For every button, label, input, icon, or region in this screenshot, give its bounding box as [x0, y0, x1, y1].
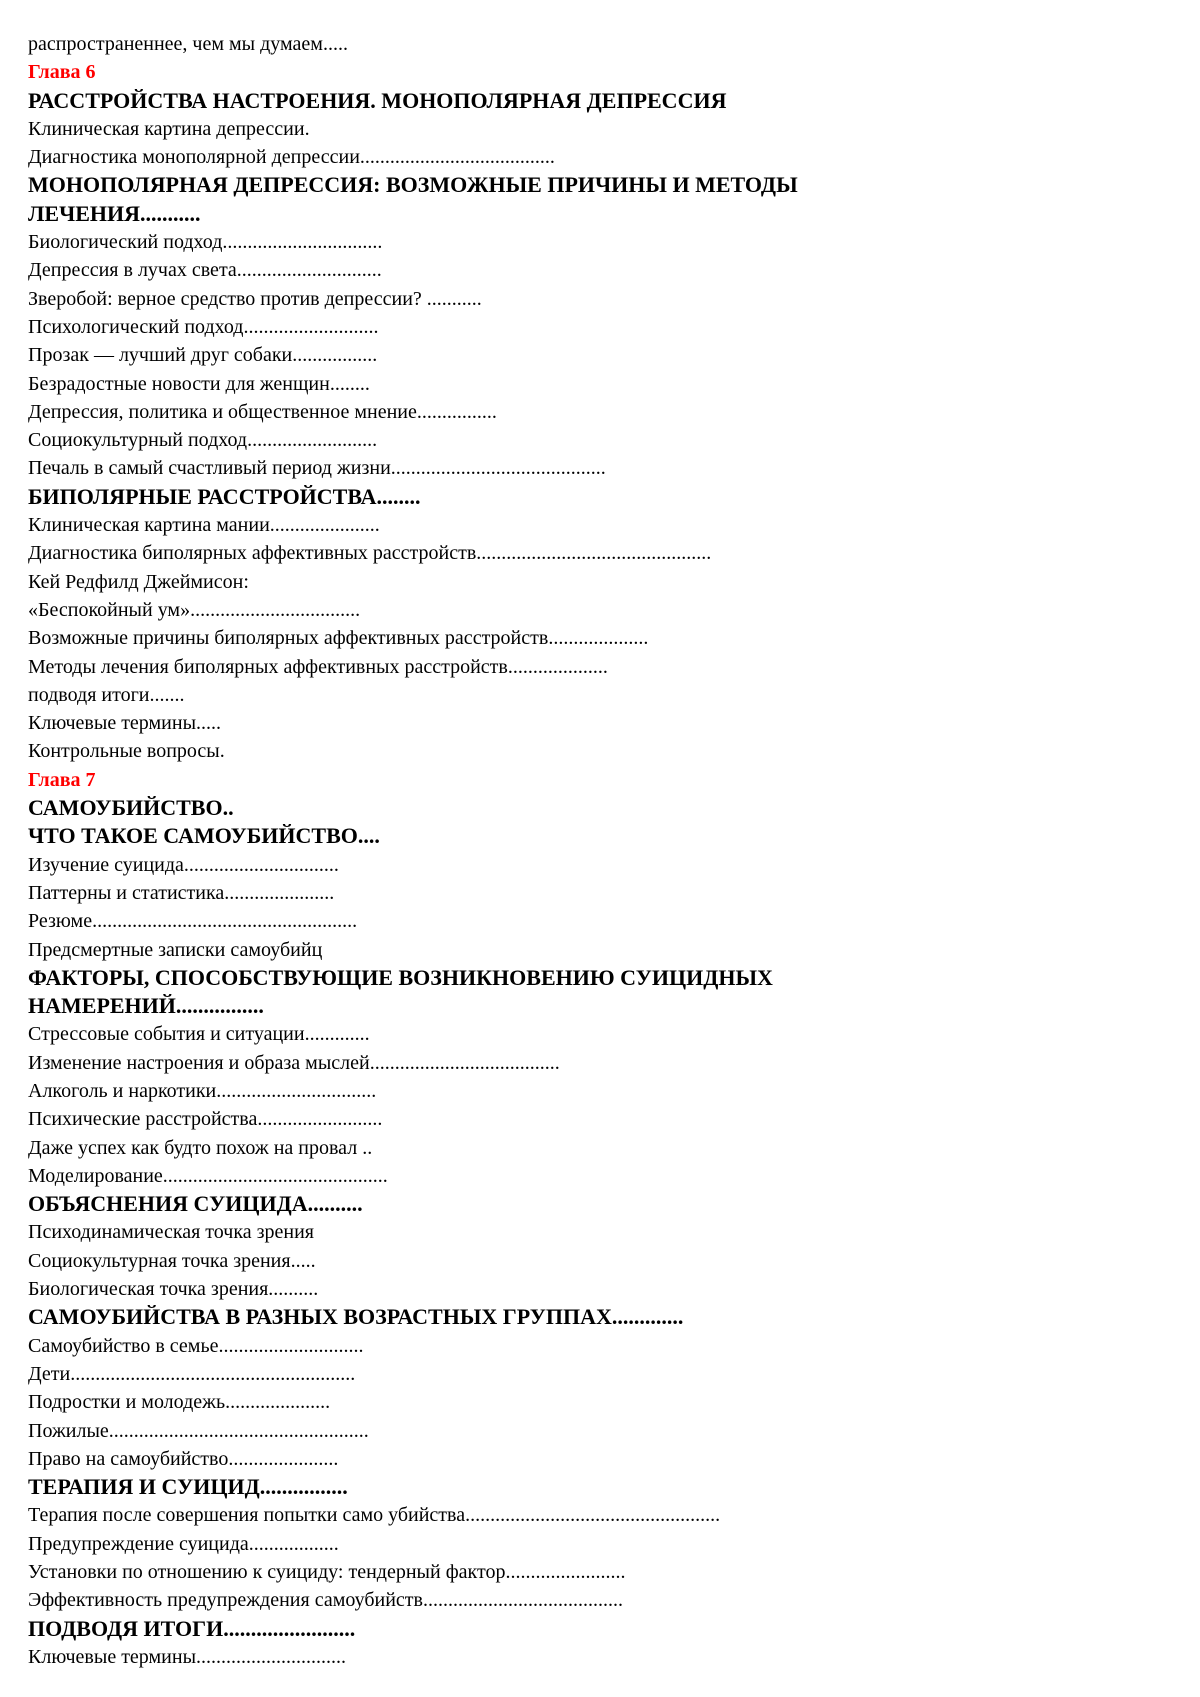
section-heading: МОНОПОЛЯРНАЯ ДЕПРЕССИЯ: ВОЗМОЖНЫЕ ПРИЧИНЫ И МЕТОДЫ [28, 172, 798, 198]
toc-entry: Возможные причины биполярных аффективных расстройств.................... [28, 627, 649, 650]
toc-entry: Изменение настроения и образа мыслей...................................... [28, 1051, 560, 1074]
section-heading: ОБЪЯСНЕНИЯ СУИЦИДА.......... [28, 1191, 363, 1217]
section-heading: РАССТРОЙСТВА НАСТРОЕНИЯ. МОНОПОЛЯРНАЯ ДЕПРЕССИЯ [28, 87, 727, 113]
toc-entry: Алкоголь и наркотики................................ [28, 1079, 377, 1102]
toc-entry: Клиническая картина мании...................... [28, 514, 380, 537]
section-heading: БИПОЛЯРНЫЕ РАССТРОЙСТВА........ [28, 483, 421, 509]
toc-entry: Диагностика монополярной депрессии....................................... [28, 146, 555, 169]
toc-entry: Безрадостные новости для женщин........ [28, 372, 370, 395]
section-heading: ТЕРАПИЯ И СУИЦИД................ [28, 1474, 348, 1500]
toc-entry: Ключевые термины.............................. [28, 1645, 347, 1668]
toc-entry: Предупреждение суицида.................. [28, 1532, 339, 1555]
toc-entry: Прозак — лучший друг собаки................. [28, 344, 378, 367]
toc-entry: Социокультурный подход.......................... [28, 429, 378, 452]
toc-entry: Диагностика биполярных аффективных расстройств............................................... [28, 542, 712, 565]
toc-entry: Резюме..................................................... [28, 910, 358, 933]
toc-entry: Печаль в самый счастливый период жизни........................................... [28, 457, 606, 480]
toc-entry: Установки по отношению к суициду: тендерный фактор........................ [28, 1561, 626, 1584]
section-heading: ЧТО ТАКОЕ САМОУБИЙСТВО.... [28, 823, 380, 849]
toc-entry: распространеннее, чем мы думаем..... [28, 33, 348, 55]
chapter-label: Глава 6 [28, 61, 96, 84]
toc-entry: Моделирование............................................. [28, 1164, 388, 1187]
section-heading: ПОДВОДЯ ИТОГИ........................ [28, 1615, 356, 1641]
toc-entry: Терапия после совершения попытки само убийства................................................... [28, 1504, 721, 1527]
toc-entry: Зверобой: верное средство против депрессии? ........... [28, 287, 482, 310]
toc-entry: Психодинамическая точка зрения [28, 1221, 314, 1244]
toc-entry: Кей Редфилд Джеймисон: [28, 570, 249, 593]
section-heading: САМОУБИЙСТВО.. [28, 795, 234, 821]
section-heading: САМОУБИЙСТВА В РАЗНЫХ ВОЗРАСТНЫХ ГРУППАХ............. [28, 1304, 684, 1330]
toc-entry: Право на самоубийство...................... [28, 1447, 339, 1470]
toc-entry: Предсмертные записки самоубийц [28, 938, 323, 961]
toc-entry: Биологическая точка зрения.......... [28, 1278, 319, 1301]
toc-entry: Паттерны и статистика...................... [28, 881, 335, 904]
toc-entry: Биологический подход................................ [28, 231, 383, 254]
toc-entry: Самоубийство в семье............................. [28, 1334, 364, 1357]
toc-entry: Изучение суицида............................... [28, 853, 339, 876]
toc-entry: Методы лечения биполярных аффективных расстройств.................... [28, 655, 608, 678]
toc-entry: Подростки и молодежь..................... [28, 1391, 331, 1414]
section-heading: ФАКТОРЫ, СПОСОБСТВУЮЩИЕ ВОЗНИКНОВЕНИЮ СУИЦИДНЫХ [28, 964, 773, 990]
toc-entry: Пожилые.................................................... [28, 1419, 369, 1442]
toc-entry: Психологический подход........................... [28, 315, 379, 338]
toc-entry: Контрольные вопросы. [28, 740, 225, 763]
section-heading: ЛЕЧЕНИЯ........... [28, 200, 201, 226]
toc-entry: Эффективность предупреждения самоубийств........................................ [28, 1589, 623, 1612]
table-of-contents [28, 30, 1178, 1671]
toc-entry: Психические расстройства......................... [28, 1108, 383, 1131]
toc-entry: Даже успех как будто похож на провал .. [28, 1136, 373, 1159]
toc-entry: «Беспокойный ум».................................. [28, 598, 361, 621]
toc-entry: подводя итоги....... [28, 683, 185, 706]
toc-entry: Депрессия, политика и общественное мнение................ [28, 400, 497, 423]
section-heading: НАМЕРЕНИЙ................ [28, 993, 264, 1019]
chapter-label: Глава 7 [28, 768, 96, 791]
toc-entry: Социокультурная точка зрения..... [28, 1249, 316, 1272]
toc-entry: Клиническая картина депрессии. [28, 117, 310, 140]
toc-entry: Стрессовые события и ситуации............. [28, 1023, 370, 1046]
toc-entry: Ключевые термины..... [28, 712, 222, 735]
toc-entry: Дети......................................................... [28, 1362, 356, 1385]
toc-entry: Депрессия в лучах света............................. [28, 259, 382, 282]
